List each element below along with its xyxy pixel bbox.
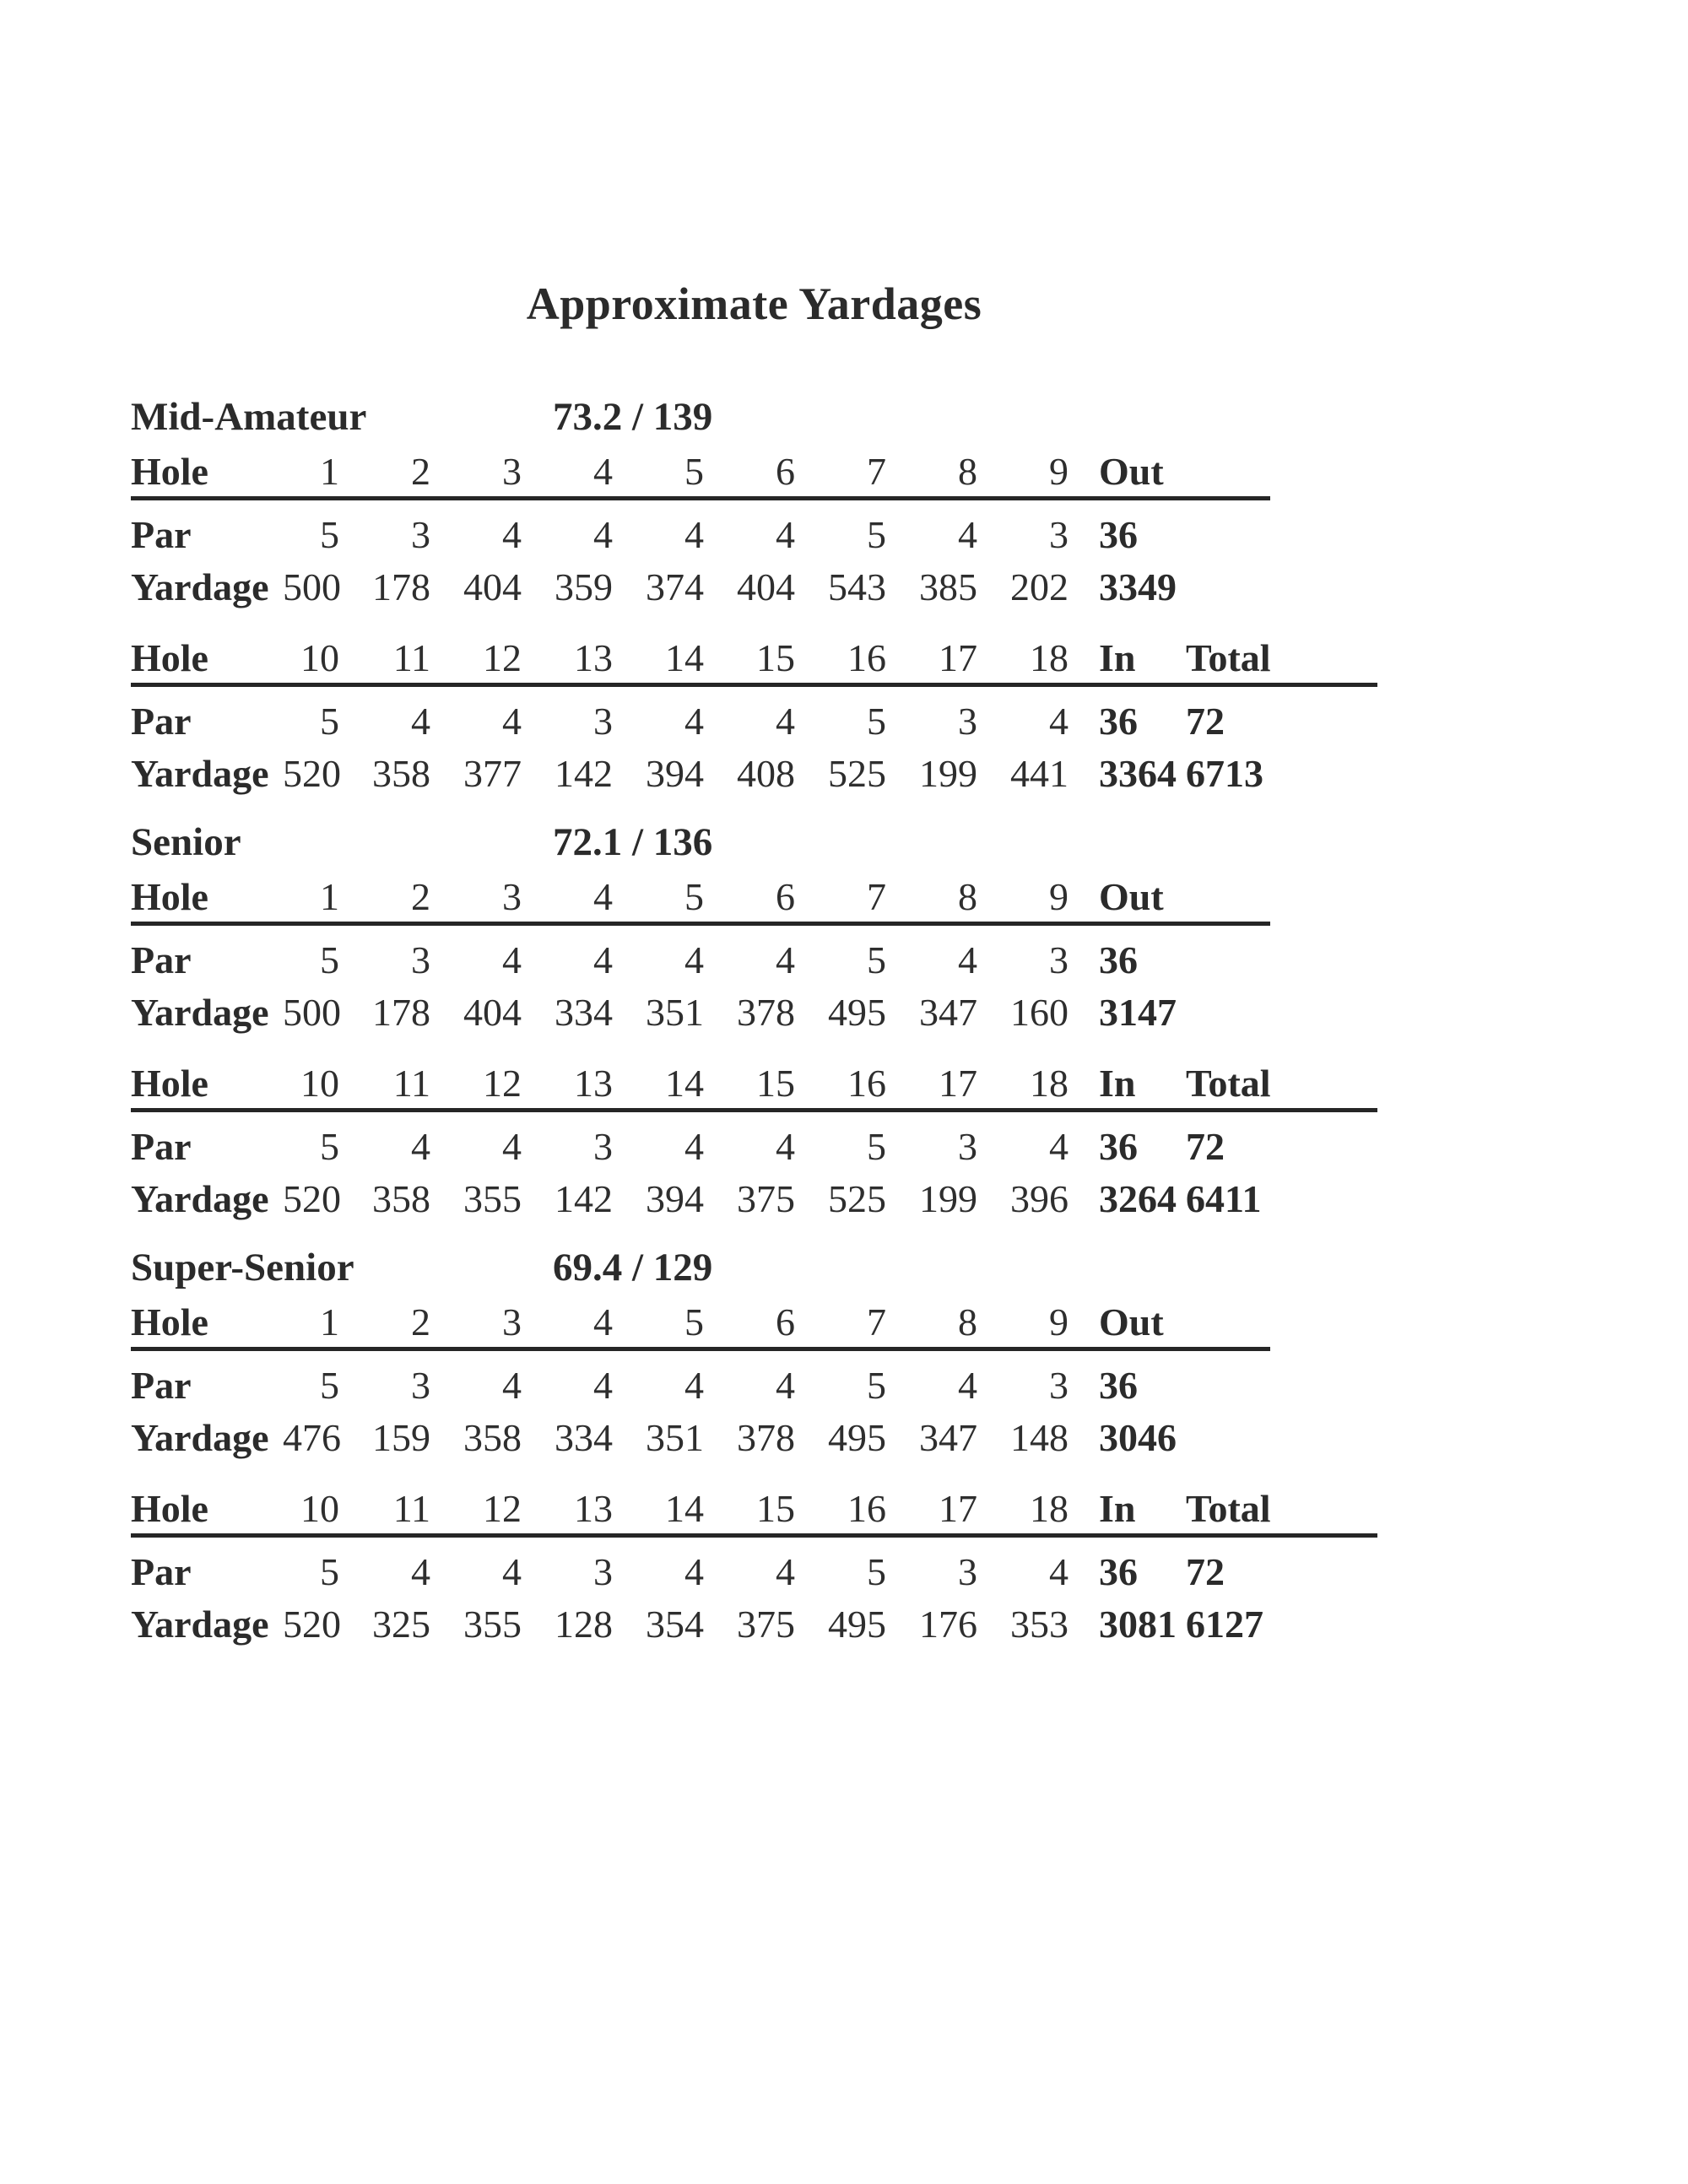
yardage-value-cell: 354 (646, 1603, 704, 1646)
row-label-hole: Hole (131, 1484, 283, 1536)
yardage-value-cell: 520 (283, 1177, 341, 1220)
par-value-cell: 4 (776, 938, 795, 981)
section-header (131, 1244, 1377, 1291)
hole-header-row (131, 447, 1270, 499)
par-value-cell: 5 (320, 513, 339, 556)
hole-header-row (131, 1484, 1377, 1536)
yardage-row (131, 1597, 1377, 1651)
hole-number-cell: 14 (619, 1484, 711, 1536)
hole-number-cell: 8 (893, 873, 984, 924)
yardage-value-cell: 353 (1010, 1603, 1069, 1646)
hole-number-cell: 9 (984, 1298, 1075, 1349)
par-value-cell: 4 (776, 1364, 795, 1407)
yardage-value-cell: 355 (463, 1603, 522, 1646)
section-header (131, 393, 1377, 441)
hole-number-cell: 7 (802, 873, 893, 924)
par-value-cell: 4 (502, 513, 522, 556)
yardage-out-cell: 3046 (1099, 1416, 1177, 1459)
section-mid-amateur (131, 393, 1377, 800)
yardage-row (131, 985, 1270, 1039)
yardage-value-cell: 378 (737, 1416, 795, 1459)
yardage-value-cell: 377 (463, 752, 522, 795)
course-rating-slope: 69.4 / 129 (553, 1246, 713, 1289)
row-label-hole: Hole (131, 1059, 283, 1111)
row-label-hole: Hole (131, 873, 283, 924)
in-header-cell: In (1075, 634, 1181, 685)
hole-number-cell: 10 (283, 1484, 346, 1536)
yardage-value-cell: 394 (646, 1177, 704, 1220)
yardage-value-cell: 385 (919, 565, 977, 608)
section-name: Senior (131, 820, 241, 864)
hole-number-cell: 11 (346, 1484, 437, 1536)
row-label-hole: Hole (131, 1298, 283, 1349)
par-value-cell: 3 (958, 1550, 977, 1593)
yardage-value-cell: 404 (463, 565, 522, 608)
row-label-par: Par (131, 1364, 192, 1407)
yardage-row (131, 560, 1270, 614)
yardage-value-cell: 404 (737, 565, 795, 608)
yardage-value-cell: 378 (737, 991, 795, 1034)
hole-number-cell: 13 (528, 1484, 619, 1536)
hole-number-cell: 10 (283, 634, 346, 685)
back-nine-table (131, 1059, 1377, 1225)
par-value-cell: 3 (411, 938, 430, 981)
par-value-cell: 3 (593, 700, 613, 743)
yardage-value-cell: 199 (919, 752, 977, 795)
par-value-cell: 5 (867, 513, 886, 556)
par-value-cell: 5 (320, 700, 339, 743)
yardage-value-cell: 358 (372, 1177, 430, 1220)
yardage-value-cell: 396 (1010, 1177, 1069, 1220)
back-nine-table (131, 634, 1377, 800)
hole-number-cell: 13 (528, 1059, 619, 1111)
hole-number-cell: 18 (984, 1484, 1075, 1536)
hole-number-cell: 16 (802, 1484, 893, 1536)
front-nine-table (131, 873, 1270, 1039)
hole-number-cell: 8 (893, 447, 984, 499)
yardage-value-cell: 148 (1010, 1416, 1069, 1459)
document-page (131, 278, 1377, 1669)
hole-number-cell: 16 (802, 634, 893, 685)
yardage-value-cell: 178 (372, 991, 430, 1034)
row-label-par: Par (131, 513, 192, 556)
hole-number-cell: 2 (346, 447, 437, 499)
hole-header-row (131, 1059, 1377, 1111)
yardage-value-cell: 374 (646, 565, 704, 608)
par-value-cell: 4 (684, 1550, 704, 1593)
hole-number-cell: 12 (437, 1484, 528, 1536)
yardage-value-cell: 495 (828, 991, 886, 1034)
row-label-yardage: Yardage (131, 1603, 269, 1646)
par-row (131, 1111, 1377, 1172)
in-header-cell: In (1075, 1484, 1181, 1536)
hole-number-cell: 5 (619, 447, 711, 499)
total-header-cell: Total (1181, 1484, 1377, 1536)
yardage-value-cell: 199 (919, 1177, 977, 1220)
hole-number-cell: 1 (283, 447, 346, 499)
hole-number-cell: 6 (711, 1298, 802, 1349)
section-super-senior (131, 1244, 1377, 1651)
hole-number-cell: 11 (346, 1059, 437, 1111)
yardage-value-cell: 160 (1010, 991, 1069, 1034)
hole-number-cell: 5 (619, 873, 711, 924)
hole-number-cell: 15 (711, 634, 802, 685)
par-value-cell: 4 (684, 513, 704, 556)
hole-header-row (131, 873, 1270, 924)
hole-number-cell: 6 (711, 873, 802, 924)
yardage-value-cell: 520 (283, 752, 341, 795)
par-value-cell: 4 (776, 1550, 795, 1593)
par-value-cell: 4 (1049, 1550, 1069, 1593)
hole-number-cell: 1 (283, 1298, 346, 1349)
yardage-value-cell: 404 (463, 991, 522, 1034)
yardage-row (131, 1410, 1270, 1464)
par-out-cell: 36 (1099, 938, 1138, 981)
yardage-value-cell: 495 (828, 1603, 886, 1646)
par-in-cell: 36 (1099, 1550, 1138, 1593)
yardage-value-cell: 500 (283, 991, 341, 1034)
par-value-cell: 4 (411, 1125, 430, 1168)
hole-number-cell: 2 (346, 873, 437, 924)
par-value-cell: 5 (867, 1550, 886, 1593)
hole-number-cell: 4 (528, 873, 619, 924)
hole-number-cell: 3 (437, 873, 528, 924)
par-out-cell: 36 (1099, 513, 1138, 556)
par-row (131, 685, 1377, 747)
yardage-value-cell: 358 (463, 1416, 522, 1459)
par-row (131, 499, 1270, 560)
row-label-yardage: Yardage (131, 1177, 269, 1220)
hole-number-cell: 5 (619, 1298, 711, 1349)
yardage-value-cell: 347 (919, 991, 977, 1034)
yardage-row (131, 746, 1377, 800)
yardage-value-cell: 334 (555, 1416, 613, 1459)
hole-number-cell: 6 (711, 447, 802, 499)
yardage-row (131, 1171, 1377, 1225)
hole-number-cell: 15 (711, 1059, 802, 1111)
par-value-cell: 4 (411, 1550, 430, 1593)
hole-number-cell: 16 (802, 1059, 893, 1111)
par-value-cell: 5 (867, 1125, 886, 1168)
section-header (131, 819, 1377, 866)
total-header-cell: Total (1181, 634, 1377, 685)
hole-number-cell: 14 (619, 634, 711, 685)
course-rating-slope: 73.2 / 139 (553, 395, 713, 439)
yardage-value-cell: 359 (555, 565, 613, 608)
row-label-hole: Hole (131, 634, 283, 685)
par-value-cell: 4 (502, 1550, 522, 1593)
par-value-cell: 3 (958, 700, 977, 743)
par-value-cell: 4 (958, 938, 977, 981)
par-value-cell: 4 (684, 700, 704, 743)
par-value-cell: 4 (1049, 700, 1069, 743)
yardage-value-cell: 355 (463, 1177, 522, 1220)
par-value-cell: 5 (320, 1550, 339, 1593)
front-nine-table (131, 1298, 1270, 1464)
yardage-value-cell: 347 (919, 1416, 977, 1459)
row-label-par: Par (131, 700, 192, 743)
yardage-in-cell: 3264 (1099, 1177, 1177, 1220)
hole-number-cell: 7 (802, 447, 893, 499)
hole-number-cell: 17 (893, 634, 984, 685)
yardage-value-cell: 142 (555, 752, 613, 795)
yardage-in-cell: 3081 (1099, 1603, 1177, 1646)
hole-number-cell: 12 (437, 634, 528, 685)
hole-number-cell: 14 (619, 1059, 711, 1111)
par-value-cell: 4 (684, 938, 704, 981)
par-value-cell: 4 (958, 513, 977, 556)
par-value-cell: 3 (411, 1364, 430, 1407)
row-label-yardage: Yardage (131, 991, 269, 1034)
yardage-out-cell: 3147 (1099, 991, 1177, 1034)
par-value-cell: 3 (411, 513, 430, 556)
hole-number-cell: 17 (893, 1059, 984, 1111)
par-row (131, 924, 1270, 986)
yardage-value-cell: 375 (737, 1177, 795, 1220)
hole-header-row (131, 1298, 1270, 1349)
par-value-cell: 4 (1049, 1125, 1069, 1168)
par-value-cell: 4 (776, 700, 795, 743)
section-name: Super-Senior (131, 1246, 354, 1289)
hole-number-cell: 17 (893, 1484, 984, 1536)
par-value-cell: 4 (502, 700, 522, 743)
yardage-total-cell: 6127 (1186, 1603, 1263, 1646)
row-label-yardage: Yardage (131, 565, 269, 608)
par-in-cell: 36 (1099, 1125, 1138, 1168)
par-value-cell: 5 (320, 1364, 339, 1407)
par-value-cell: 4 (593, 1364, 613, 1407)
yardage-value-cell: 500 (283, 565, 341, 608)
par-total-cell: 72 (1186, 1550, 1225, 1593)
yardage-value-cell: 520 (283, 1603, 341, 1646)
par-value-cell: 4 (502, 1125, 522, 1168)
hole-number-cell: 18 (984, 634, 1075, 685)
par-value-cell: 4 (411, 700, 430, 743)
yardage-value-cell: 476 (283, 1416, 341, 1459)
yardage-value-cell: 394 (646, 752, 704, 795)
yardage-value-cell: 159 (372, 1416, 430, 1459)
yardage-value-cell: 202 (1010, 565, 1069, 608)
hole-number-cell: 8 (893, 1298, 984, 1349)
par-value-cell: 4 (502, 938, 522, 981)
hole-number-cell: 9 (984, 447, 1075, 499)
yardage-value-cell: 525 (828, 1177, 886, 1220)
hole-number-cell: 15 (711, 1484, 802, 1536)
par-value-cell: 4 (684, 1125, 704, 1168)
row-label-par: Par (131, 938, 192, 981)
hole-number-cell: 18 (984, 1059, 1075, 1111)
row-label-yardage: Yardage (131, 1416, 269, 1459)
back-nine-table (131, 1484, 1377, 1651)
yardage-value-cell: 128 (555, 1603, 613, 1646)
yardage-value-cell: 358 (372, 752, 430, 795)
par-value-cell: 5 (320, 1125, 339, 1168)
yardage-value-cell: 334 (555, 991, 613, 1034)
par-value-cell: 4 (502, 1364, 522, 1407)
hole-number-cell: 10 (283, 1059, 346, 1111)
par-in-cell: 36 (1099, 700, 1138, 743)
par-row (131, 1536, 1377, 1597)
par-value-cell: 5 (320, 938, 339, 981)
row-label-par: Par (131, 1550, 192, 1593)
par-value-cell: 5 (867, 1364, 886, 1407)
yardage-value-cell: 325 (372, 1603, 430, 1646)
hole-number-cell: 3 (437, 447, 528, 499)
hole-number-cell: 9 (984, 873, 1075, 924)
par-row (131, 1349, 1270, 1411)
hole-number-cell: 12 (437, 1059, 528, 1111)
yardage-value-cell: 441 (1010, 752, 1069, 795)
hole-number-cell: 7 (802, 1298, 893, 1349)
par-value-cell: 4 (958, 1364, 977, 1407)
hole-number-cell: 4 (528, 447, 619, 499)
yardage-value-cell: 351 (646, 991, 704, 1034)
section-name: Mid-Amateur (131, 395, 367, 439)
out-header-cell: Out (1075, 873, 1270, 924)
yardage-value-cell: 543 (828, 565, 886, 608)
front-nine-table (131, 447, 1270, 614)
total-header-cell: Total (1181, 1059, 1377, 1111)
yardage-value-cell: 142 (555, 1177, 613, 1220)
par-value-cell: 4 (593, 938, 613, 981)
hole-number-cell: 13 (528, 634, 619, 685)
yardage-value-cell: 375 (737, 1603, 795, 1646)
par-value-cell: 3 (593, 1550, 613, 1593)
yardage-value-cell: 408 (737, 752, 795, 795)
row-label-yardage: Yardage (131, 752, 269, 795)
hole-number-cell: 11 (346, 634, 437, 685)
par-value-cell: 3 (958, 1125, 977, 1168)
yardage-value-cell: 525 (828, 752, 886, 795)
yardage-total-cell: 6411 (1186, 1177, 1262, 1220)
yardage-value-cell: 495 (828, 1416, 886, 1459)
yardage-value-cell: 176 (919, 1603, 977, 1646)
hole-header-row (131, 634, 1377, 685)
par-value-cell: 3 (1049, 513, 1069, 556)
in-header-cell: In (1075, 1059, 1181, 1111)
yardage-value-cell: 351 (646, 1416, 704, 1459)
section-senior (131, 819, 1377, 1225)
par-value-cell: 3 (593, 1125, 613, 1168)
par-value-cell: 4 (593, 513, 613, 556)
par-total-cell: 72 (1186, 1125, 1225, 1168)
par-value-cell: 3 (1049, 938, 1069, 981)
document-title: Approximate Yardages (526, 278, 982, 329)
yardage-total-cell: 6713 (1186, 752, 1263, 795)
row-label-hole: Hole (131, 447, 283, 499)
course-rating-slope: 72.1 / 136 (553, 820, 713, 864)
par-value-cell: 3 (1049, 1364, 1069, 1407)
hole-number-cell: 3 (437, 1298, 528, 1349)
row-label-par: Par (131, 1125, 192, 1168)
out-header-cell: Out (1075, 1298, 1270, 1349)
yardage-in-cell: 3364 (1099, 752, 1177, 795)
yardage-out-cell: 3349 (1099, 565, 1177, 608)
par-value-cell: 4 (776, 513, 795, 556)
par-out-cell: 36 (1099, 1364, 1138, 1407)
par-value-cell: 5 (867, 700, 886, 743)
par-value-cell: 5 (867, 938, 886, 981)
hole-number-cell: 4 (528, 1298, 619, 1349)
yardage-value-cell: 178 (372, 565, 430, 608)
par-total-cell: 72 (1186, 700, 1225, 743)
hole-number-cell: 1 (283, 873, 346, 924)
hole-number-cell: 2 (346, 1298, 437, 1349)
par-value-cell: 4 (776, 1125, 795, 1168)
out-header-cell: Out (1075, 447, 1270, 499)
par-value-cell: 4 (684, 1364, 704, 1407)
